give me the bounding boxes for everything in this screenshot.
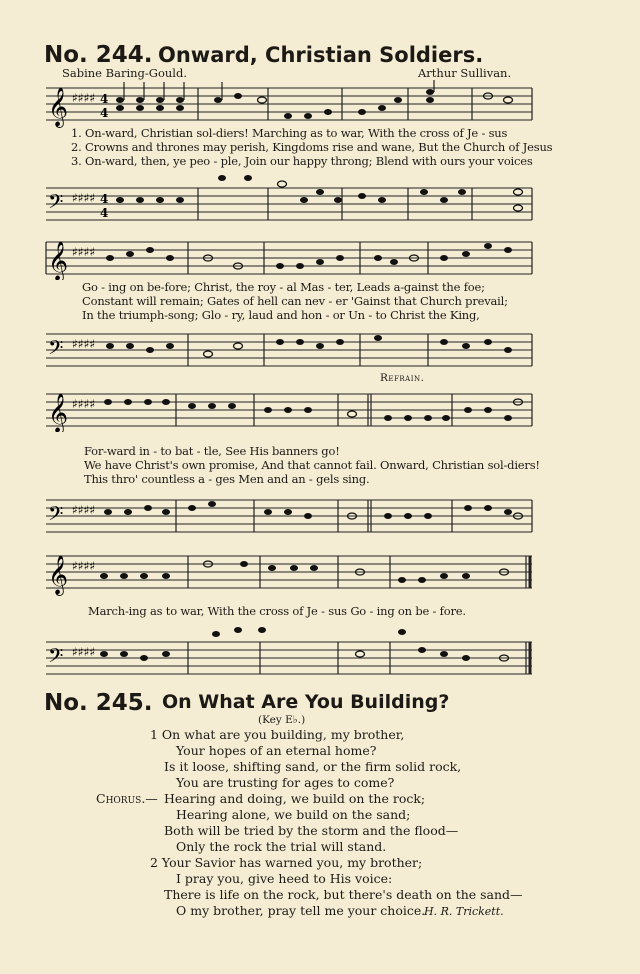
chorus-line-4: Only the rock the trial will stand. [176,839,387,854]
lyric-s2-verse-1: Go - ing on be-fore; Christ, the roy - al Mas - ter, Leads a-gainst the foe; [82,280,485,294]
music-system-4-bass [42,622,536,682]
verse-2-line-1: 2 Your Savior has warned you, my brother; [150,855,423,870]
hymn-245-title: On What Are You Building? [162,691,450,713]
hymn-245-author: H. R. Trickett. [424,905,504,918]
lyric-s1-verse-2: 2. Crowns and thrones may perish, Kingdoms rise and wane, But the Church of Jesus [71,140,553,154]
lyric-s3-verse-1: For-ward in - to bat - tle, See His banners go! [84,444,340,458]
lyric-s4-line: March-ing as to war, With the cross of Je - sus Go - ing on be - fore. [88,604,466,618]
verse-2-line-4: O my brother, pray tell me your choice. [176,903,426,918]
lyric-s2-verse-3: In the triumph-song; Glo - ry, laud and hon - or Un - to Christ the King, [82,308,480,322]
music-system-2-treble [42,230,536,280]
svg-text:♯♯♯♯: ♯♯♯♯ [72,503,96,517]
verse-1-line-4: You are trusting for ages to come? [176,775,395,790]
music-system-3-treble [42,382,536,432]
svg-text:𝄞: 𝄞 [48,87,69,127]
refrain-label: Refrain. [380,372,425,384]
composer-credit: Arthur Sullivan. [418,66,512,80]
hymn-245-number: No. 245. [44,690,153,716]
svg-text:♯♯♯♯: ♯♯♯♯ [72,245,96,259]
chorus-label: Chorus.— [96,791,158,806]
chorus-line-3: Both will be tried by the storm and the flood— [164,823,459,838]
verse-1-line-2: Your hopes of an eternal home? [176,743,377,758]
svg-text:𝄢: 𝄢 [48,502,64,530]
music-system-2-bass [42,322,536,372]
music-system-1-bass [42,172,536,224]
svg-text:4: 4 [100,92,109,106]
svg-text:𝄞: 𝄞 [48,555,69,595]
lyric-s3-verse-2: We have Christ's own promise, And that cannot fail. Onward, Christian sol-diers! [84,458,540,472]
svg-text:4: 4 [100,106,109,120]
svg-text:𝄢: 𝄢 [48,190,64,218]
hymn-245-key: (Key E♭.) [258,714,306,726]
svg-text:𝄞: 𝄞 [48,241,69,280]
svg-text:4: 4 [100,206,109,220]
lyric-s3-verse-3: This thro' countless a - ges Men and an - gels sing. [84,472,370,486]
hymn-244-number: No. 244. [44,42,153,68]
chorus-line-2: Hearing alone, we build on the sand; [176,807,411,822]
verse-2-line-2: I pray you, give heed to His voice: [176,871,393,886]
lyric-s1-verse-3: 3. On-ward, then, ye peo - ple, Join our happy throng; Blend with ours your voices [71,154,533,168]
verse-1-line-1: 1 On what are you building, my brother, [150,727,405,742]
verse-2-line-3: There is life on the rock, but there's death on the sand— [164,887,523,902]
svg-text:𝄢: 𝄢 [48,644,64,672]
svg-text:♯♯♯♯: ♯♯♯♯ [72,191,96,205]
lyricist-credit: Sabine Baring-Gould. [62,66,187,80]
svg-text:♯♯♯♯: ♯♯♯♯ [72,559,96,573]
svg-text:𝄢: 𝄢 [48,336,64,364]
svg-text:♯♯♯♯: ♯♯♯♯ [72,91,96,105]
svg-text:♯♯♯♯: ♯♯♯♯ [72,337,96,351]
svg-text:𝄞: 𝄞 [48,393,69,432]
svg-text:4: 4 [100,192,109,206]
lyric-s2-verse-2: Constant will remain; Gates of hell can nev - er 'Gainst that Church prevail; [82,294,508,308]
chorus-line-1: Hearing and doing, we build on the rock; [164,791,426,806]
music-system-4-treble [42,544,536,600]
lyric-s1-verse-1: 1. On-ward, Christian sol-diers! Marching as to war, With the cross of Je - sus [71,126,508,140]
svg-text:♯♯♯♯: ♯♯♯♯ [72,645,96,659]
svg-text:♯♯♯♯: ♯♯♯♯ [72,397,96,411]
music-system-3-bass [42,488,536,538]
verse-1-line-3: Is it loose, shifting sand, or the firm solid rock, [164,759,462,774]
music-system-1-treble [42,80,536,128]
hymn-244-title: Onward, Christian Soldiers. [158,43,484,67]
